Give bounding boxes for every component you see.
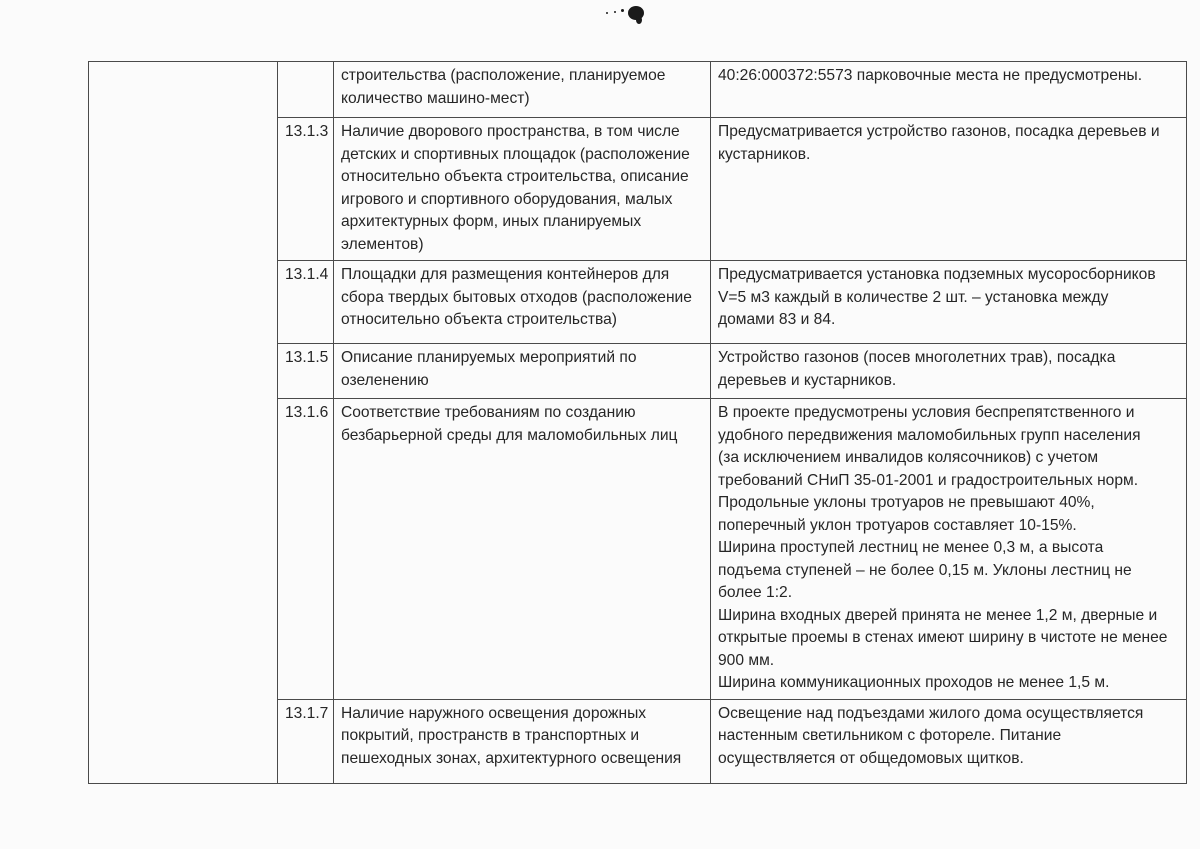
description-line: игрового и спортивного оборудования, малых [341, 190, 673, 208]
ink-speck [636, 16, 642, 24]
value-line: Ширина коммуникационных проходов не менее 1,5 м. [718, 674, 1110, 691]
description-line: Площадки для размещения контейнеров для [341, 266, 670, 283]
description-line: Наличие наружного освещения дорожных [341, 704, 647, 722]
value-line: Ширина входных дверей принята не менее 1,2 м, дверные и [718, 606, 1158, 624]
value-line: (за исключением инвалидов колясочников) с учетом [718, 449, 1099, 466]
row-description [334, 118, 711, 261]
description-line: строительства (расположение, планируемое [341, 67, 666, 84]
description-line: элементов) [341, 235, 424, 253]
description-line: Соответствие требованиям по созданию [341, 404, 636, 421]
description-line: покрытий, пространств в транспортных и [341, 727, 640, 744]
row-description [334, 261, 711, 344]
row-description [334, 344, 711, 399]
value-line: настенным светильником с фотореле. Питание [718, 727, 1062, 744]
row-number: 13.1.5 [278, 344, 334, 399]
value-line: кустарников. [718, 145, 811, 163]
value-line: удобного передвижения маломобильных групп населения [718, 426, 1141, 444]
ink-speck [606, 12, 608, 14]
value-line: более 1:2. [718, 584, 793, 601]
description-line: детских и спортивных площадок (расположение [341, 145, 690, 163]
row-value [711, 699, 1187, 783]
description-line: Наличие дворового пространства, в том числе [341, 123, 680, 140]
ink-speck [614, 11, 616, 13]
description-line: относительно объекта строительства, описание [341, 168, 689, 185]
value-line: Ширина проступей лестниц не менее 0,3 м, а высота [718, 539, 1104, 556]
value-line: В проекте предусмотрены условия беспрепятственного и [718, 404, 1135, 421]
row-value [711, 261, 1187, 344]
value-line: домами 83 и 84. [718, 311, 836, 328]
value-line: Устройство газонов (посев многолетних трав), посадка [718, 349, 1116, 366]
value-line: Предусматривается устройство газонов, посадка деревьев и [718, 123, 1160, 140]
value-line: поперечный уклон тротуаров составляет 10-15%. [718, 516, 1077, 534]
value-line: осуществляется от общедомовых щитков. [718, 749, 1024, 767]
row-value [711, 118, 1187, 261]
value-line: требований СНиП 35-01-2001 и градостроительных норм. [718, 471, 1139, 489]
description-line: Описание планируемых мероприятий по [341, 349, 637, 366]
description-line: озеленению [341, 371, 429, 389]
section-column-blank [89, 62, 278, 784]
row-number: 13.1.3 [278, 118, 334, 261]
description-line: сбора твердых бытовых отходов (расположение [341, 288, 692, 306]
value-line: подъема ступеней – не более 0,15 м. Уклоны лестниц не [718, 561, 1132, 579]
description-line: безбарьерной среды для маломобильных лиц [341, 426, 678, 444]
row-number: 13.1.4 [278, 261, 334, 344]
value-line: 900 мм. [718, 651, 775, 669]
row-number: 13.1.7 [278, 699, 334, 783]
ink-speck [621, 9, 624, 12]
value-line: деревьев и кустарников. [718, 371, 897, 389]
value-line: Продольные уклоны тротуаров не превышают 40%, [718, 494, 1095, 511]
table-row-continuation [89, 62, 1187, 118]
row-number: 13.1.6 [278, 399, 334, 700]
requirements-table [88, 61, 1187, 784]
row-value [711, 62, 1187, 118]
row-description [334, 699, 711, 783]
value-line: Освещение над подъездами жилого дома осуществляется [718, 704, 1144, 722]
row-description [334, 399, 711, 700]
description-line: пешеходных зонах, архитектурного освещения [341, 749, 682, 767]
description-line: относительно объекта строительства) [341, 311, 617, 328]
row-value [711, 344, 1187, 399]
row-value [711, 399, 1187, 700]
value-line: открытые проемы в стенах имеют ширину в чистоте не менее [718, 629, 1168, 646]
value-line: 40:26:000372:5573 парковочные места не предусмотрены. [718, 67, 1143, 84]
row-description [334, 62, 711, 118]
description-line: количество машино-мест) [341, 89, 530, 107]
value-line: Предусматривается установка подземных мусоросборников [718, 266, 1156, 283]
value-line: V=5 м3 каждый в количестве 2 шт. – установка между [718, 288, 1109, 306]
description-line: архитектурных форм, иных планируемых [341, 213, 642, 230]
row-number [278, 62, 334, 118]
